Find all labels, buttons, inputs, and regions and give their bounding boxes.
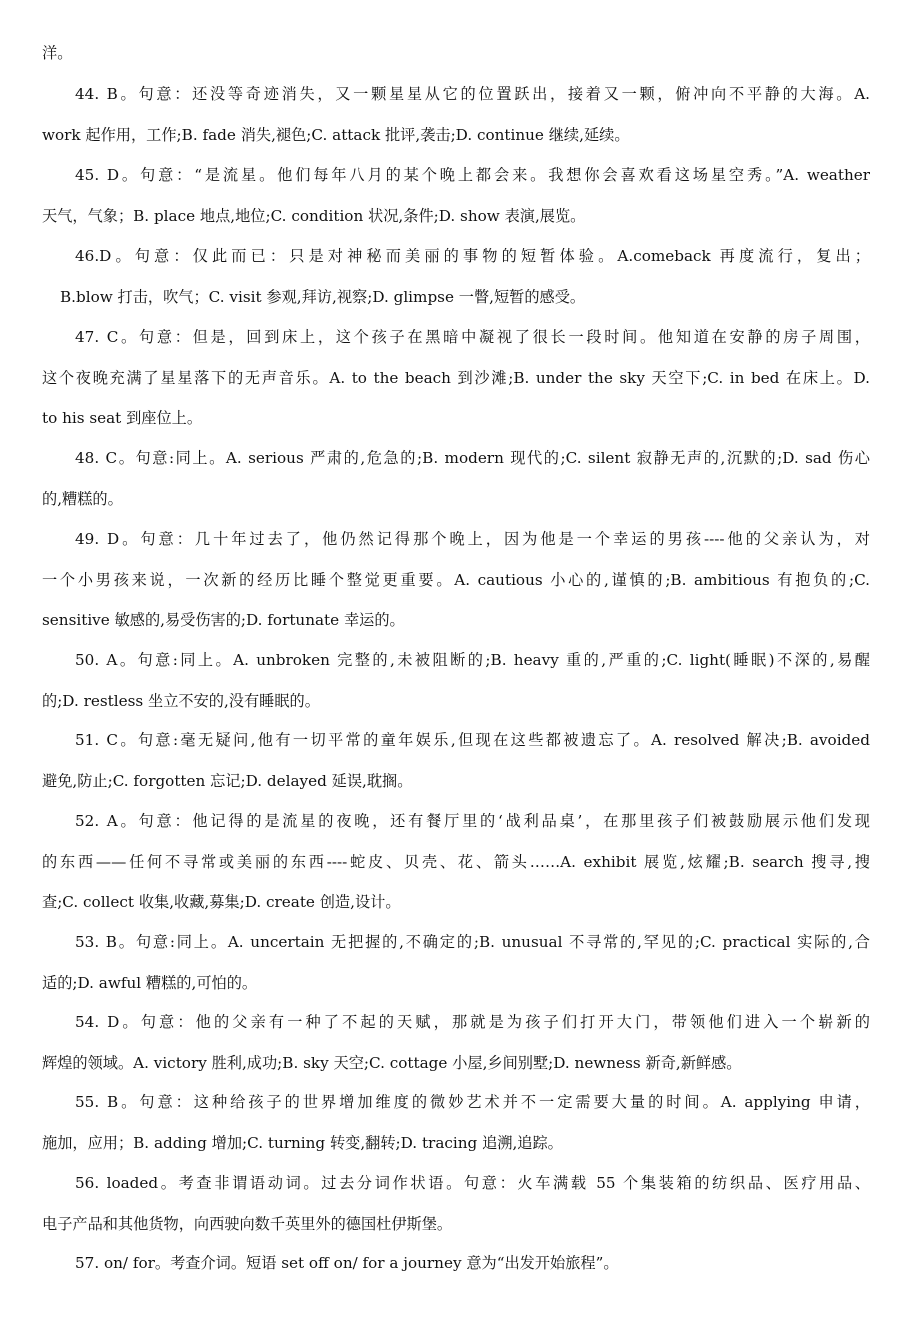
answer-55 <box>42 1082 870 1163</box>
answer-46 <box>42 236 870 317</box>
text-line: 的,糟糕的。 <box>42 489 123 508</box>
text-line: 天气，气象；B. place 地点,地位;C. condition 状况,条件;D. show 表演,展览。 <box>42 206 586 225</box>
text-line: 47. C。句意：但是，回到床上，这个孩子在黑暗中凝视了很长一段时间。他知道在安静的房子周围， <box>75 328 870 346</box>
text-line: 45. D。句意：“是流星。他们每年八月的某个晚上都会来。我想你会喜欢看这场星空秀。”A. weather <box>75 166 870 184</box>
text-line: 的东西——任何不寻常或美丽的东西----蛇皮、贝壳、花、箭头……A. exhibit 展览,炫耀;B. search 搜寻,搜 <box>42 852 870 871</box>
text-line: 44. B。句意：还没等奇迹消失，又一颗星星从它的位置跃出，接着又一颗，俯冲向不平静的大海。A. <box>75 85 870 103</box>
text-line: 46.D。句意：仅此而已：只是对神秘而美丽的事物的短暂体验。A.comeback 再度流行，复出； <box>75 247 870 265</box>
text-line: 52. A。句意：他记得的是流星的夜晚，还有餐厅里的‘战利品桌’，在那里孩子们被鼓励展示他们发现 <box>75 812 870 830</box>
answer-51 <box>42 720 870 801</box>
answer-47 <box>42 317 870 439</box>
text-line: 55. B。句意：这种给孩子的世界增加维度的微妙艺术并不一定需要大量的时间。A. applying 申请， <box>75 1093 870 1111</box>
text-line: 48. C。句意:同上。A. serious 严肃的,危急的;B. modern 现代的;C. silent 寂静无声的,沉默的;D. sad 伤心 <box>75 449 870 467</box>
answer-54 <box>42 1002 870 1083</box>
text-line: B.blow 打击，吹气；C. visit 参观,拜访,视察;D. glimpse 一瞥,短暂的感受。 <box>60 287 586 306</box>
text-line: 洋。 <box>42 44 73 62</box>
text-line: work 起作用，工作;B. fade 消失,褪色;C. attack 批评,袭击;D. continue 继续,延续。 <box>42 125 630 144</box>
text-line: 辉煌的领域。A. victory 胜利,成功;B. sky 天空;C. cottage 小屋,乡间别墅;D. newness 新奇,新鲜感。 <box>42 1053 742 1072</box>
answer-44 <box>42 74 870 155</box>
text-line: 57. on/ for。考查介词。短语 set off on/ for a journey 意为“出发开始旅程”。 <box>75 1254 619 1272</box>
text-line: 施加，应用；B. adding 增加;C. turning 转变,翻转;D. tracing 追溯,追踪。 <box>42 1133 563 1152</box>
answer-50 <box>42 640 870 721</box>
answer-56 <box>42 1163 870 1244</box>
text-line: to his seat 到座位上。 <box>42 409 203 428</box>
text-line: 适的;D. awful 糟糕的,可怕的。 <box>42 973 258 992</box>
paragraph-continuation <box>42 33 870 74</box>
text-line: 一个小男孩来说，一次新的经历比睡个整觉更重要。A. cautious 小心的,谨慎的;B. ambitious 有抱负的;C. <box>42 570 870 589</box>
text-line: 56. loaded。考查非谓语动词。过去分词作状语。句意：火车满载 55 个集装箱的纺织品、医疗用品、 <box>75 1174 870 1192</box>
text-line: 电子产品和其他货物，向西驶向数千英里外的德国杜伊斯堡。 <box>42 1214 453 1233</box>
answer-45 <box>42 155 870 236</box>
text-line: 53. B。句意:同上。A. uncertain 无把握的,不确定的;B. unusual 不寻常的,罕见的;C. practical 实际的,合 <box>75 933 870 951</box>
text-line: 这个夜晚充满了星星落下的无声音乐。A. to the beach 到沙滩;B. under the sky 天空下;C. in bed 在床上。D. <box>42 368 870 387</box>
text-line: 50. A。句意:同上。A. unbroken 完整的,未被阻断的;B. heavy 重的,严重的;C. light(睡眠)不深的,易醒 <box>75 651 870 669</box>
answer-57 <box>42 1243 870 1284</box>
answer-48 <box>42 438 870 519</box>
answer-53 <box>42 922 870 1003</box>
text-line: 查;C. collect 收集,收藏,募集;D. create 创造,设计。 <box>42 893 401 912</box>
text-line: 的;D. restless 坐立不安的,没有睡眠的。 <box>42 691 320 710</box>
answer-49 <box>42 519 870 641</box>
text-line: 49. D。句意：几十年过去了，他仍然记得那个晚上，因为他是一个幸运的男孩----他的父亲认为，对 <box>75 530 870 548</box>
text-line: sensitive 敏感的,易受伤害的;D. fortunate 幸运的。 <box>42 611 405 630</box>
text-line: 54. D。句意：他的父亲有一种了不起的天赋，那就是为孩子们打开大门，带领他们进入一个崭新的 <box>75 1013 870 1031</box>
text-line: 避免,防止;C. forgotten 忘记;D. delayed 延误,耽搁。 <box>42 771 413 790</box>
text-line: 51. C。句意:毫无疑问,他有一切平常的童年娱乐,但现在这些都被遗忘了。A. resolved 解决;B. avoided <box>75 731 870 749</box>
answer-52 <box>42 801 870 923</box>
